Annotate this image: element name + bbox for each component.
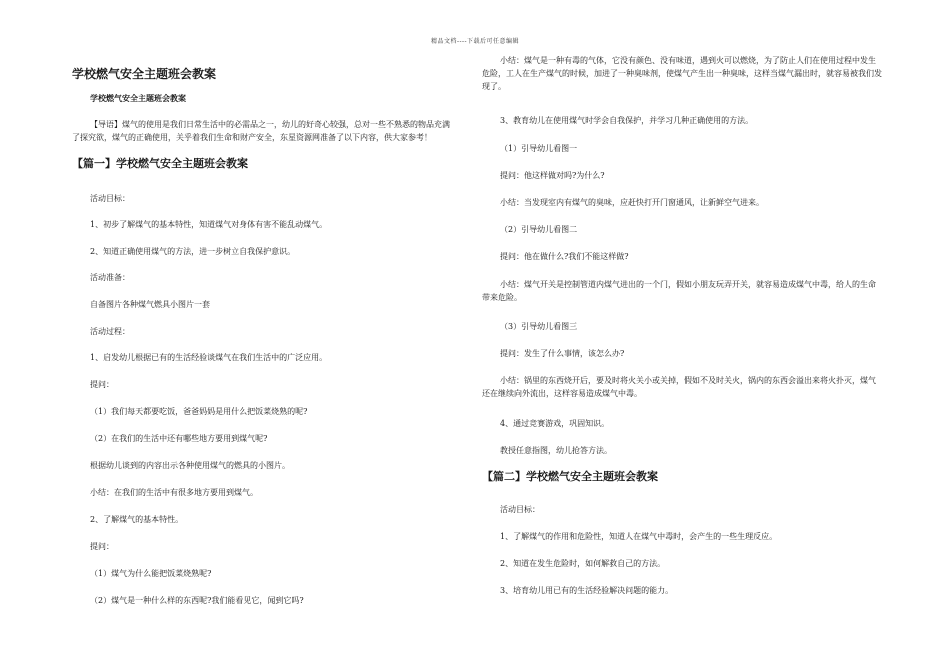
text-line: （1）我们每天都要吃饭，爸爸妈妈是用什么把饭菜烧熟的呢? — [90, 407, 308, 416]
text-line: 小结：在我们的生活中有很多地方要用到煤气。 — [90, 488, 258, 497]
text-line: 1、了解煤气的作用和危险性，知道人在煤气中毒时，会产生的一些生理反应。 — [500, 532, 778, 541]
text-line: 2、了解煤气的基本特性。 — [90, 515, 184, 524]
text-line: （2）引导幼儿看图二 — [500, 225, 578, 234]
text-line: （3）引导幼儿看图三 — [500, 322, 578, 331]
text-line: 提问： — [90, 380, 114, 389]
text-line: 小结：当发现室内有煤气的臭味，应赶快打开门窗通风，让新鲜空气进来。 — [500, 198, 764, 207]
text-line: 2、知道正确使用煤气的方法，进一步树立自我保护意识。 — [90, 247, 296, 256]
document-title: 学校燃气安全主题班会教案 — [72, 67, 217, 81]
intro-paragraph: 【导语】煤气的使用是我们日常生活中的必需品之一，幼儿的好奇心较强，总对一些不熟悉的物品充满了探究欲，煤气的正确使用，关乎着我们生命和财产安全，东星资源网准备了以下内容，供大家参考！ — [72, 120, 450, 142]
text-line: 1、启发幼儿根据已有的生活经验谈煤气在我们生活中的广泛应用。 — [90, 353, 328, 362]
text-line: （1）引导幼儿看图一 — [500, 144, 578, 153]
section-heading-1: 【篇一】学校燃气安全主题班会教案 — [72, 157, 248, 170]
document-subtitle: 学校燃气安全主题班会教案 — [90, 94, 186, 103]
page-header-note: 精品文档----下载后可任意编辑 — [430, 38, 520, 45]
section-heading-2: 【篇二】学校燃气安全主题班会教案 — [482, 470, 658, 483]
text-line: 活动目标： — [90, 194, 130, 203]
text-line: （2）煤气是一种什么样的东西呢?我们能看见它，闻到它吗? — [90, 596, 304, 605]
text-line: 提问：他在做什么?我们不能这样做? — [500, 252, 629, 261]
text-line: 活动准备： — [90, 273, 130, 282]
text-line: 提问： — [90, 542, 114, 551]
text-line: 3、培育幼儿用已有的生活经验解决问题的能力。 — [500, 586, 674, 595]
summary-paragraph: 小结：煤气开关是控制管道内煤气进出的一个门，假如小朋友玩弄开关，就容易造成煤气中毒，给人的生命带来危险。 — [482, 280, 876, 302]
summary-paragraph: 小结：煤气是一种有毒的气体，它没有颜色、没有味道，遇到火可以燃烧，为了防止人们在使用过程中发生危险，工人在生产煤气的时候，加进了一种臭味剂，使煤气产生出一种臭味，这样当煤气漏出时，就容易被我们发现了。 — [482, 56, 882, 91]
text-line: 提问：发生了什么事情，该怎么办? — [500, 349, 625, 358]
text-line: （1）煤气为什么能把饭菜烧熟呢? — [90, 569, 212, 578]
text-line: 提问：他这样做对吗?为什么? — [500, 171, 605, 180]
text-line: 4、通过竞赛游戏，巩固知识。 — [500, 419, 610, 428]
summary-paragraph: 小结：锅里的东西烧开后，要及时将火关小或关掉，假如不及时关火，锅内的东西会溢出来将火扑灭，煤气还在继续向外流出，这样容易造成煤气中毒。 — [482, 376, 876, 398]
text-line: 根据幼儿谈到的内容出示各种使用煤气的燃具的小图片。 — [90, 461, 290, 470]
text-line: 1、初步了解煤气的基本特性，知道煤气对身体有害不能乱动煤气。 — [90, 220, 328, 229]
text-line: 2、知道在发生危险时，如何解救自己的方法。 — [500, 559, 666, 568]
text-line: 自备图片各种煤气燃具小图片一套 — [90, 300, 210, 309]
text-line: 活动目标： — [500, 505, 540, 514]
text-line: 教授任意指图，幼儿抢答方法。 — [500, 446, 612, 455]
text-line: 3、教育幼儿在使用煤气时学会自我保护，并学习几种正确使用的方法。 — [500, 116, 754, 125]
text-line: 活动过程： — [90, 327, 130, 336]
text-line: （2）在我们的生活中还有哪些地方要用到煤气呢? — [90, 434, 268, 443]
